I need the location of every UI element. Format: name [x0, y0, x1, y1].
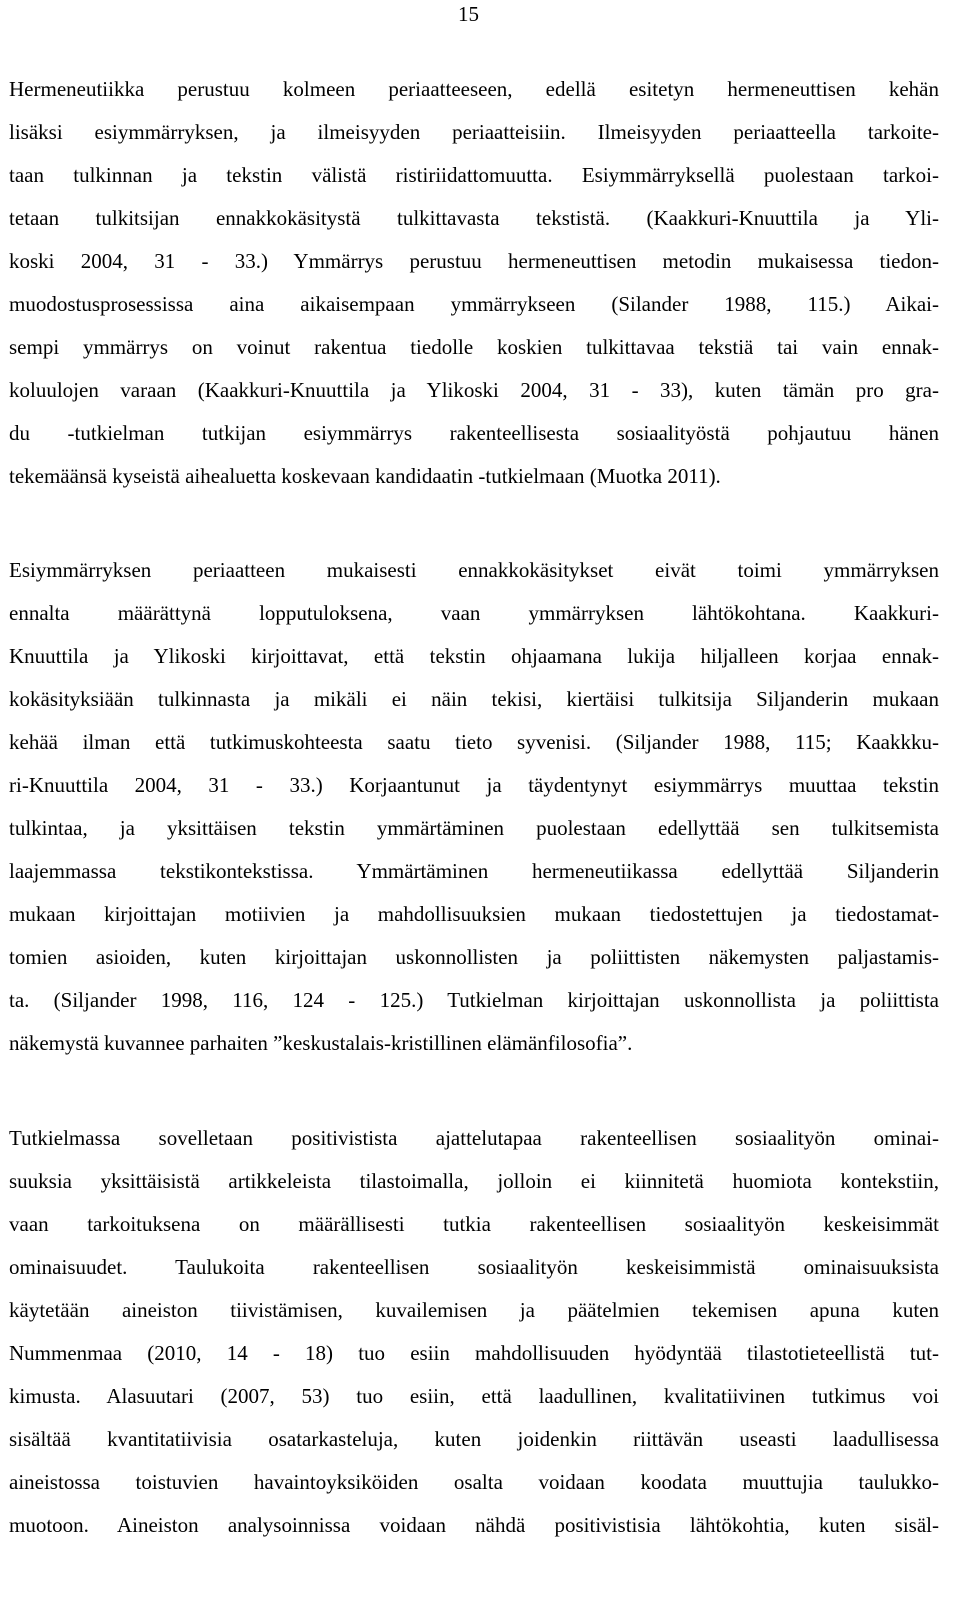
- text-line: tulkintaa, ja yksittäisen tekstin ymmärtäminen puolestaan edellyttää sen tulkitsemista: [9, 816, 939, 840]
- text-line: ri-Knuuttila 2004, 31 - 33.) Korjaantunut ja täydentynyt esiymmärrys muuttaa tekstin: [9, 773, 939, 797]
- text-line: muodostusprosessissa aina aikaisempaan ymmärrykseen (Silander 1988, 115.) Aikai-: [9, 292, 939, 316]
- text-line: Knuuttila ja Ylikoski kirjoittavat, että tekstin ohjaamana lukija hiljalleen korjaa ennak-: [9, 644, 939, 668]
- text-line: näkemystä kuvannee parhaiten ”keskustalais-kristillinen elämänfilosofia”.: [9, 1031, 633, 1055]
- text-line: ennalta määrättynä lopputuloksena, vaan ymmärryksen lähtökohtana. Kaakkuri-: [9, 601, 939, 625]
- text-line: tetaan tulkitsijan ennakkokäsitystä tulkittavasta tekstistä. (Kaakkuri-Knuuttila ja Yli-: [9, 206, 939, 230]
- text-line: Hermeneutiikka perustuu kolmeen periaatteeseen, edellä esitetyn hermeneuttisen kehän: [9, 77, 939, 101]
- text-line: mukaan kirjoittajan motiivien ja mahdollisuuksien mukaan tiedostettujen ja tiedostamat-: [9, 902, 939, 926]
- text-line: tomien asioiden, kuten kirjoittajan uskonnollisten ja poliittisten näkemysten paljastamis-: [9, 945, 939, 969]
- text-line: aineistossa toistuvien havaintoyksiköiden osalta voidaan koodata muuttujia taulukko-: [9, 1470, 939, 1494]
- text-line: koluulojen varaan (Kaakkuri-Knuuttila ja Ylikoski 2004, 31 - 33), kuten tämän pro gra-: [9, 378, 939, 402]
- text-line: kokäsityksiään tulkinnasta ja mikäli ei näin tekisi, kiertäisi tulkitsija Siljanderin mukaan: [9, 687, 939, 711]
- text-line: tekemäänsä kyseistä aihealuetta koskevaan kandidaatin -tutkielmaan (Muotka 2011).: [9, 464, 721, 488]
- text-line: kehää ilman että tutkimuskohteesta saatu tieto syvenisi. (Siljander 1988, 115; Kaakkku-: [9, 730, 939, 754]
- paragraph-preunderstanding: [9, 549, 939, 1065]
- text-line: lisäksi esiymmärryksen, ja ilmeisyyden periaatteisiin. Ilmeisyyden periaatteella tarkoite-: [9, 120, 939, 144]
- text-line: koski 2004, 31 - 33.) Ymmärrys perustuu hermeneuttisen metodin mukaisessa tiedon-: [9, 249, 939, 273]
- text-line: laajemmassa tekstikontekstissa. Ymmärtäminen hermeneutiikassa edellyttää Siljanderin: [9, 859, 939, 883]
- text-line: taan tulkinnan ja tekstin välistä ristiriidattomuutta. Esiymmärryksellä puolestaan tarkoi-: [9, 163, 939, 187]
- text-line: käytetään aineiston tiivistämisen, kuvailemisen ja päätelmien tekemisen apuna kuten: [9, 1298, 939, 1322]
- paragraph-hermeneutics-principles: [9, 68, 939, 498]
- text-line: ominaisuudet. Taulukoita rakenteellisen sosiaalityön keskeisimmistä ominaisuuksista: [9, 1255, 939, 1279]
- text-line: sisältää kvantitatiivisia osatarkasteluja, kuten joidenkin riittävän useasti laadullisessa: [9, 1427, 939, 1451]
- text-line: Esiymmärryksen periaatteen mukaisesti ennakkokäsitykset eivät toimi ymmärryksen: [9, 558, 939, 582]
- text-line: muotoon. Aineiston analysoinnissa voidaan nähdä positivistisia lähtökohtia, kuten sisäl-: [9, 1513, 939, 1537]
- text-line: sempi ymmärrys on voinut rakentua tiedolle koskien tulkittavaa tekstiä tai vain ennak-: [9, 335, 939, 359]
- paragraph-positivist-approach: [9, 1117, 939, 1547]
- text-line: suuksia yksittäisistä artikkeleista tilastoimalla, jolloin ei kiinnitetä huomiota kontekstiin,: [9, 1169, 939, 1193]
- text-line: ta. (Siljander 1998, 116, 124 - 125.) Tutkielman kirjoittajan uskonnollista ja poliittista: [9, 988, 939, 1012]
- text-line: Tutkielmassa sovelletaan positivistista ajattelutapaa rakenteellisen sosiaalityön ominai-: [9, 1126, 939, 1150]
- text-line: kimusta. Alasuutari (2007, 53) tuo esiin, että laadullinen, kvalitatiivinen tutkimus voi: [9, 1384, 939, 1408]
- text-line: Nummenmaa (2010, 14 - 18) tuo esiin mahdollisuuden hyödyntää tilastotieteellistä tut-: [9, 1341, 939, 1365]
- text-line: vaan tarkoituksena on määrällisesti tutkia rakenteellisen sosiaalityön keskeisimmät: [9, 1212, 939, 1236]
- page-number: 15: [458, 2, 479, 26]
- text-line: du -tutkielman tutkijan esiymmärrys rakenteellisesta sosiaalityöstä pohjautuu hänen: [9, 421, 939, 445]
